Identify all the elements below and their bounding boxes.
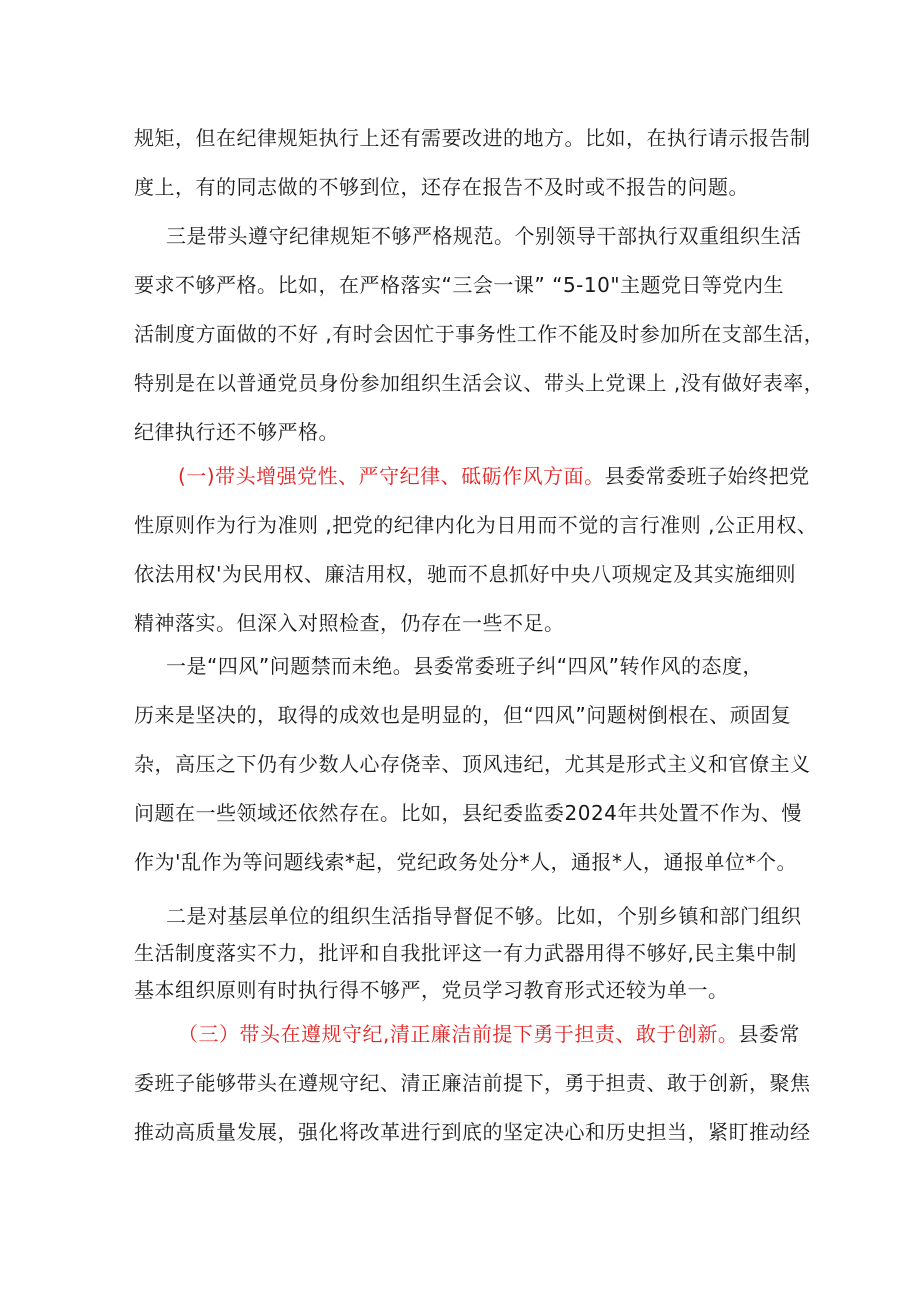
- text-line: 度上，有的同志做的不够到位，还存在报告不及时或不报告的问题。: [134, 175, 749, 199]
- text-line: 性原则作为行为准则 ,把党的纪律内化为日用而不觉的言行准则 ,公正用权、: [134, 513, 818, 537]
- paragraph-1: [134, 114, 811, 212]
- text-line: [134, 452, 810, 501]
- text-line: 三是带头遵守纪律规矩不够严格规范。个别领导干部执行双重组织生活: [166, 224, 802, 248]
- text-line: 问题在一些领域还依然存在。比如，县纪委监委2024年共处置不作为、慢: [134, 801, 802, 825]
- text-line: 生活制度落实不力，批评和自我批评这一有力武器用得不够好,民主集中制: [134, 941, 797, 965]
- text-line: 特别是在以普通党员身份参加组织生活会议、带头上党课上 ,没有做好表率，: [134, 371, 825, 395]
- text-run: 县委常委班子始终把党: [604, 464, 810, 488]
- text-line: 依法用权'为民用权、廉洁用权，驰而不息抓好中央八项规定及其实施细则: [134, 562, 796, 586]
- text-line: 历来是坚决的，取得的成效也是明显的，但“四风”问题树倒根在、顽固复: [134, 703, 792, 727]
- text-line: 委班子能够带头在遵规守纪、清正廉洁前提下，勇于担责、敢于创新，聚焦: [134, 1071, 811, 1095]
- text-line: 作为'乱作为等问题线索*起，党纪政务处分*人，通报*人，通报单位*个。: [134, 850, 797, 874]
- text-line: 规矩，但在纪律规矩执行上还有需要改进的地方。比如，在执行请示报告制: [134, 126, 811, 150]
- text-line: 基本组织原则有时执行得不够严，党员学习教育形式还较为单一。: [134, 978, 729, 1002]
- paragraph-5: [134, 898, 802, 1009]
- section-heading: (一)带头增强党性、严守纪律、砥砺作风方面。: [178, 464, 605, 488]
- paragraph-6: [134, 1010, 811, 1157]
- paragraph-3: [134, 452, 818, 648]
- paragraph-2: [134, 212, 825, 457]
- text-line: 杂，高压之下仍有少数人心存侥幸、顶风违纪，尤其是形式主义和官僚主义: [134, 752, 811, 776]
- paragraph-4: [134, 642, 811, 887]
- text-line: 一是“四风”问题禁而未绝。县委常委班子纠“四风”转作风的态度，: [166, 654, 763, 678]
- text-line: [134, 1010, 800, 1059]
- text-line: 活制度方面做的不好 ,有时会因忙于事务性工作不能及时参加所在支部生活，: [134, 322, 825, 346]
- text-line: 纪律执行还不够严格。: [134, 420, 339, 444]
- section-heading: （三）带头在遵规守纪,清正廉洁前提下勇于担责、敢于创新。: [178, 1022, 739, 1046]
- text-line: 要求不够严格。比如，在严格落实“三会一课” “5-10"主题党日等党内生: [134, 273, 785, 297]
- text-line: 二是对基层单位的组织生活指导督促不够。比如，个别乡镇和部门组织: [166, 904, 802, 928]
- text-line: 推动高质量发展，强化将改革进行到底的坚定决心和历史担当，紧盯推动经: [134, 1120, 811, 1144]
- text-line: 精神落实。但深入对照检查，仍存在一些不足。: [134, 611, 565, 635]
- text-run: 县委常: [738, 1022, 800, 1046]
